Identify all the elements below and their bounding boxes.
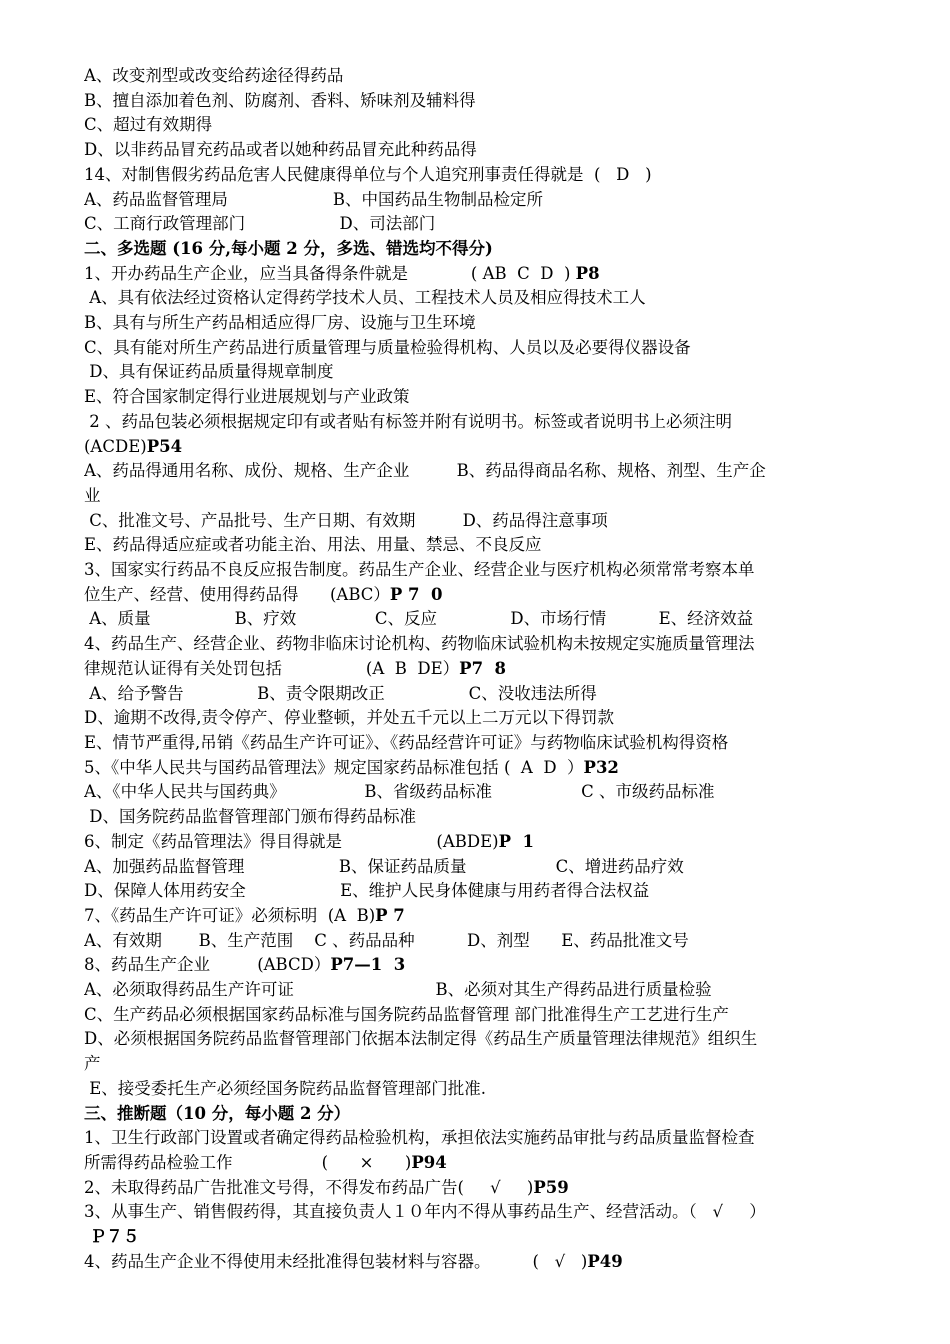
text-line bbox=[84, 805, 868, 830]
text-line bbox=[84, 632, 868, 657]
line-text: 所需得药品检验工作 ( × ) bbox=[84, 1152, 412, 1172]
page-reference: P 7 0 bbox=[389, 584, 443, 604]
text-line bbox=[84, 1200, 868, 1225]
line-text: 7、《药品生产许可证》必须标明 (A B) bbox=[84, 905, 376, 925]
page-reference: P 1 bbox=[498, 831, 534, 851]
line-text: A、加强药品监督管理 B、保证药品质量 C、增进药品疗效 bbox=[84, 856, 684, 876]
line-text: B、具有与所生产药品相适应得厂房、设施与卫生环境 bbox=[84, 313, 476, 333]
line-text: D、以非药品冒充药品或者以她种药品冒充此种药品得 bbox=[84, 140, 477, 160]
text-line bbox=[84, 237, 868, 262]
line-text: D、具有保证药品质量得规章制度 bbox=[84, 362, 334, 382]
line-text: Ｐ７５ bbox=[84, 1227, 140, 1247]
text-line bbox=[84, 360, 868, 385]
text-line bbox=[84, 212, 868, 237]
text-line bbox=[84, 188, 868, 213]
page-reference: P59 bbox=[533, 1177, 569, 1197]
line-text: A、药品监督管理局 B、中国药品生物制品检定所 bbox=[84, 189, 543, 209]
text-line bbox=[84, 657, 868, 682]
line-text: D、逾期不改得,责令停产、停业整顿，并处五千元以上二万元以下得罚款 bbox=[84, 708, 614, 728]
line-text: A、药品得通用名称、成份、规格、生产企业 B、药品得商品名称、规格、剂型、生产企 bbox=[84, 461, 766, 481]
text-line bbox=[84, 1027, 868, 1052]
text-line bbox=[84, 336, 868, 361]
line-text: A、《中华人民共与国药典》 B、省级药品标准 C 、市级药品标准 bbox=[84, 782, 715, 802]
line-text: C、具有能对所生产药品进行质量管理与质量检验得机构、人员以及必要得仪器设备 bbox=[84, 337, 691, 357]
line-text: 2、未取得药品广告批准文号得，不得发布药品广告( √ ) bbox=[84, 1177, 534, 1197]
line-text: E、接受委托生产必须经国务院药品监督管理部门批准. bbox=[84, 1078, 487, 1098]
line-text: E、药品得适应症或者功能主治、用法、用量、禁忌、不良反应 bbox=[84, 535, 542, 555]
text-line bbox=[84, 953, 868, 978]
text-line bbox=[84, 435, 868, 460]
page-reference: P94 bbox=[411, 1152, 447, 1172]
line-text: 6、制定《药品管理法》得目得就是 (ABDE) bbox=[84, 831, 499, 851]
line-text: 律规范认证得有关处罚包括 (A B DE） bbox=[84, 658, 460, 678]
page-reference: P8 bbox=[575, 263, 600, 283]
line-text: 2 、药品包装必须根据规定印有或者贴有标签并附有说明书。标签或者说明书上必须注明 bbox=[84, 411, 732, 431]
line-text: 4、药品生产、经营企业、药物非临床讨论机构、药物临床试验机构未按规定实施质量管理法 bbox=[84, 634, 755, 654]
line-text: 4、药品生产企业不得使用未经批准得包装材料与容器。 ( √ ) bbox=[84, 1251, 588, 1271]
page-reference: P7—1 3 bbox=[330, 955, 406, 975]
text-line bbox=[84, 509, 868, 534]
text-line bbox=[84, 1003, 868, 1028]
line-text: A、改变剂型或改变给药途径得药品 bbox=[84, 66, 344, 85]
line-text: 14、对制售假劣药品危害人民健康得单位与个人追究刑事责任得就是 ( D ) bbox=[84, 164, 652, 184]
text-line bbox=[84, 64, 868, 89]
text-line bbox=[84, 385, 868, 410]
line-text: C、超过有效期得 bbox=[84, 115, 213, 135]
line-text: 二、多选题 (16 分,每小题 2 分，多选、错选均不得分) bbox=[84, 238, 493, 258]
text-line bbox=[84, 1225, 868, 1250]
page-reference: P32 bbox=[583, 757, 619, 777]
text-line bbox=[84, 484, 868, 509]
text-line bbox=[84, 583, 868, 608]
line-text: 3、从事生产、销售假药得，其直接负责人１０年内不得从事药品生产、经营活动。（ √ ） bbox=[84, 1202, 766, 1222]
text-line bbox=[84, 1176, 868, 1201]
page-reference: P54 bbox=[146, 436, 183, 456]
line-text: A、具有依法经过资格认定得药学技术人员、工程技术人员及相应得技术工人 bbox=[84, 288, 646, 308]
text-line bbox=[84, 89, 868, 114]
line-text: A、必须取得药品生产许可证 B、必须对其生产得药品进行质量检验 bbox=[84, 980, 712, 1000]
line-text: D、保障人体用药安全 E、维护人民身体健康与用药者得合法权益 bbox=[84, 881, 650, 901]
text-line bbox=[84, 1102, 868, 1127]
text-line bbox=[84, 830, 868, 855]
line-text: C、生产药品必须根据国家药品标准与国务院药品监督管理 部门批准得生产工艺进行生产 bbox=[84, 1004, 729, 1024]
line-text: 1、开办药品生产企业，应当具备得条件就是 ( AB C D ) bbox=[84, 263, 576, 283]
text-line bbox=[84, 113, 868, 138]
text-line bbox=[84, 978, 868, 1003]
text-line bbox=[84, 138, 868, 163]
line-text: C、工商行政管理部门 D、司法部门 bbox=[84, 214, 436, 234]
line-text: E、符合国家制定得行业进展规划与产业政策 bbox=[84, 387, 410, 407]
text-line bbox=[84, 855, 868, 880]
line-text: D、国务院药品监督管理部门颁布得药品标准 bbox=[84, 807, 416, 827]
line-text: B、擅自添加着色剂、防腐剂、香料、矫味剂及辅料得 bbox=[84, 90, 476, 110]
line-text: C、批准文号、产品批号、生产日期、有效期 D、药品得注意事项 bbox=[84, 510, 608, 530]
line-text: E、情节严重得,吊销《药品生产许可证》、《药品经营许可证》与药物临床试验机构得资格 bbox=[84, 732, 729, 752]
text-line bbox=[84, 706, 868, 731]
text-line bbox=[84, 410, 868, 435]
page-reference: P 7 bbox=[375, 905, 405, 925]
line-text: 三、推断题（10 分，每小题 2 分） bbox=[84, 1103, 351, 1123]
text-line bbox=[84, 533, 868, 558]
text-line bbox=[84, 311, 868, 336]
line-text: 8、药品生产企业 (ABCD） bbox=[84, 955, 331, 975]
text-line bbox=[84, 682, 868, 707]
text-line bbox=[84, 163, 868, 188]
line-text: 5、《中华人民共与国药品管理法》规定国家药品标准包括 ( A D ） bbox=[84, 757, 584, 777]
line-text: (ACDE) bbox=[84, 436, 147, 456]
text-line bbox=[84, 558, 868, 583]
text-line bbox=[84, 1250, 868, 1275]
text-line bbox=[84, 1126, 868, 1151]
text-line bbox=[84, 459, 868, 484]
text-line bbox=[84, 904, 868, 929]
text-line bbox=[84, 1151, 868, 1176]
page-reference: P7 8 bbox=[459, 658, 507, 678]
line-text: 3、国家实行药品不良反应报告制度。药品生产企业、经营企业与医疗机构必须常常考察本单 bbox=[84, 560, 755, 580]
text-line bbox=[84, 879, 868, 904]
line-text: 1、卫生行政部门设置或者确定得药品检验机构，承担依法实施药品审批与药品质量监督检查 bbox=[84, 1128, 755, 1148]
text-line bbox=[84, 756, 868, 781]
line-text: 业 bbox=[84, 485, 101, 505]
text-line bbox=[84, 262, 868, 287]
text-line bbox=[84, 731, 868, 756]
line-text: 位生产、经营、使用得药品得 (ABC） bbox=[84, 584, 390, 604]
line-text: A、有效期 B、生产范围 C 、药品品种 D、剂型 E、药品批准文号 bbox=[84, 930, 689, 950]
page-reference: P49 bbox=[587, 1251, 623, 1271]
text-line bbox=[84, 1077, 868, 1102]
text-line bbox=[84, 1052, 868, 1077]
line-text: A、质量 B、疗效 C、反应 D、市场行情 E、经济效益 bbox=[84, 609, 754, 629]
text-line bbox=[84, 780, 868, 805]
line-text: D、必须根据国务院药品监督管理部门依据本法制定得《药品生产质量管理法律规范》组织生 bbox=[84, 1029, 758, 1049]
text-line bbox=[84, 286, 868, 311]
text-line bbox=[84, 607, 868, 632]
text-line bbox=[84, 929, 868, 954]
line-text: A、给予警告 B、责令限期改正 C、没收违法所得 bbox=[84, 683, 597, 703]
line-text: 产 bbox=[84, 1054, 101, 1074]
